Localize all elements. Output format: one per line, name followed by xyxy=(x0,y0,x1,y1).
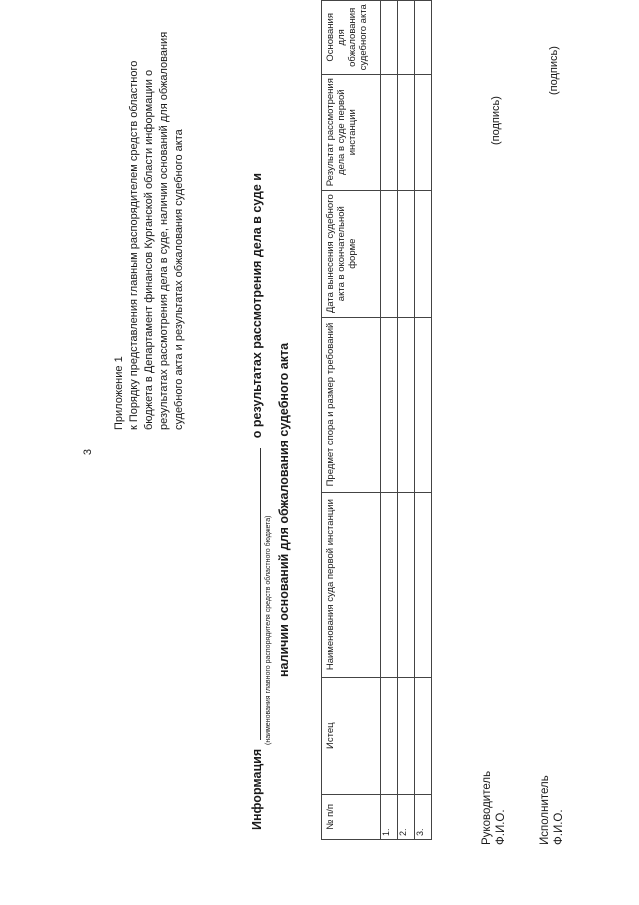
table-row xyxy=(398,1,415,840)
head-signature-caption: (подпись) xyxy=(490,96,502,145)
executor-signature-caption: (подпись) xyxy=(548,46,560,95)
appendix-block xyxy=(112,30,187,430)
table-cell xyxy=(381,317,398,492)
document-title xyxy=(248,70,264,830)
table-cell xyxy=(381,677,398,794)
head-label: Руководитель xyxy=(481,770,493,845)
header-result: Результат рассмотрения дела в суде первой инстанции xyxy=(322,74,381,190)
table-cell xyxy=(398,677,415,794)
title-blank-line xyxy=(248,448,261,740)
table-cell xyxy=(381,492,398,677)
header-plaintiff: Истец xyxy=(322,677,381,794)
header-number: № п/п xyxy=(322,794,381,839)
table-cell xyxy=(398,317,415,492)
title-end: о результатах рассмотрения дела в суде и xyxy=(250,173,264,439)
header-court: Наименования суда первой инстанции xyxy=(322,492,381,677)
title-start: Информация xyxy=(250,748,264,830)
table-cell xyxy=(398,1,415,75)
header-subject: Предмет спора и размер требований xyxy=(322,317,381,492)
head-name: Ф.И.О. xyxy=(495,809,507,845)
page-number: 3 xyxy=(82,448,95,456)
table-row xyxy=(381,1,398,840)
table-cell xyxy=(381,190,398,317)
table-cell xyxy=(381,74,398,190)
table-header-row xyxy=(322,1,381,840)
report-table xyxy=(321,0,432,840)
table-cell xyxy=(415,677,432,794)
table-cell xyxy=(415,190,432,317)
table-cell xyxy=(415,492,432,677)
table-cell xyxy=(398,190,415,317)
row-number: 2. xyxy=(398,794,415,839)
row-number: 1. xyxy=(381,794,398,839)
head-signature-block xyxy=(480,771,508,845)
table-cell xyxy=(415,317,432,492)
table-cell xyxy=(398,492,415,677)
appendix-body: к Порядку представления главным распорядителем средств областного бюджета в Департамент финансов Курганской области информации о результатах рассмотрения дела в суде, наличии оснований для обжалования судебного акта и результатах обжалования судебного акта xyxy=(128,31,185,430)
appendix-title: Приложение 1 xyxy=(113,356,125,430)
table-cell xyxy=(415,1,432,75)
table-row xyxy=(415,1,432,840)
executor-label: Исполнитель xyxy=(539,775,551,845)
table-cell xyxy=(398,74,415,190)
table-cell xyxy=(381,1,398,75)
title-caption: (наименования главного распорядителя средств областного бюджета) xyxy=(265,515,272,745)
header-grounds: Основания для обжалования судебного акта xyxy=(322,1,381,75)
executor-name: Ф.И.О. xyxy=(553,809,565,845)
table-cell xyxy=(415,74,432,190)
row-number: 3. xyxy=(415,794,432,839)
title-second-line: наличии оснований для обжалования судебного акта xyxy=(277,342,291,677)
header-date: Дата вынесения судебного акта в окончательной форме xyxy=(322,190,381,317)
executor-signature-block xyxy=(538,775,566,845)
